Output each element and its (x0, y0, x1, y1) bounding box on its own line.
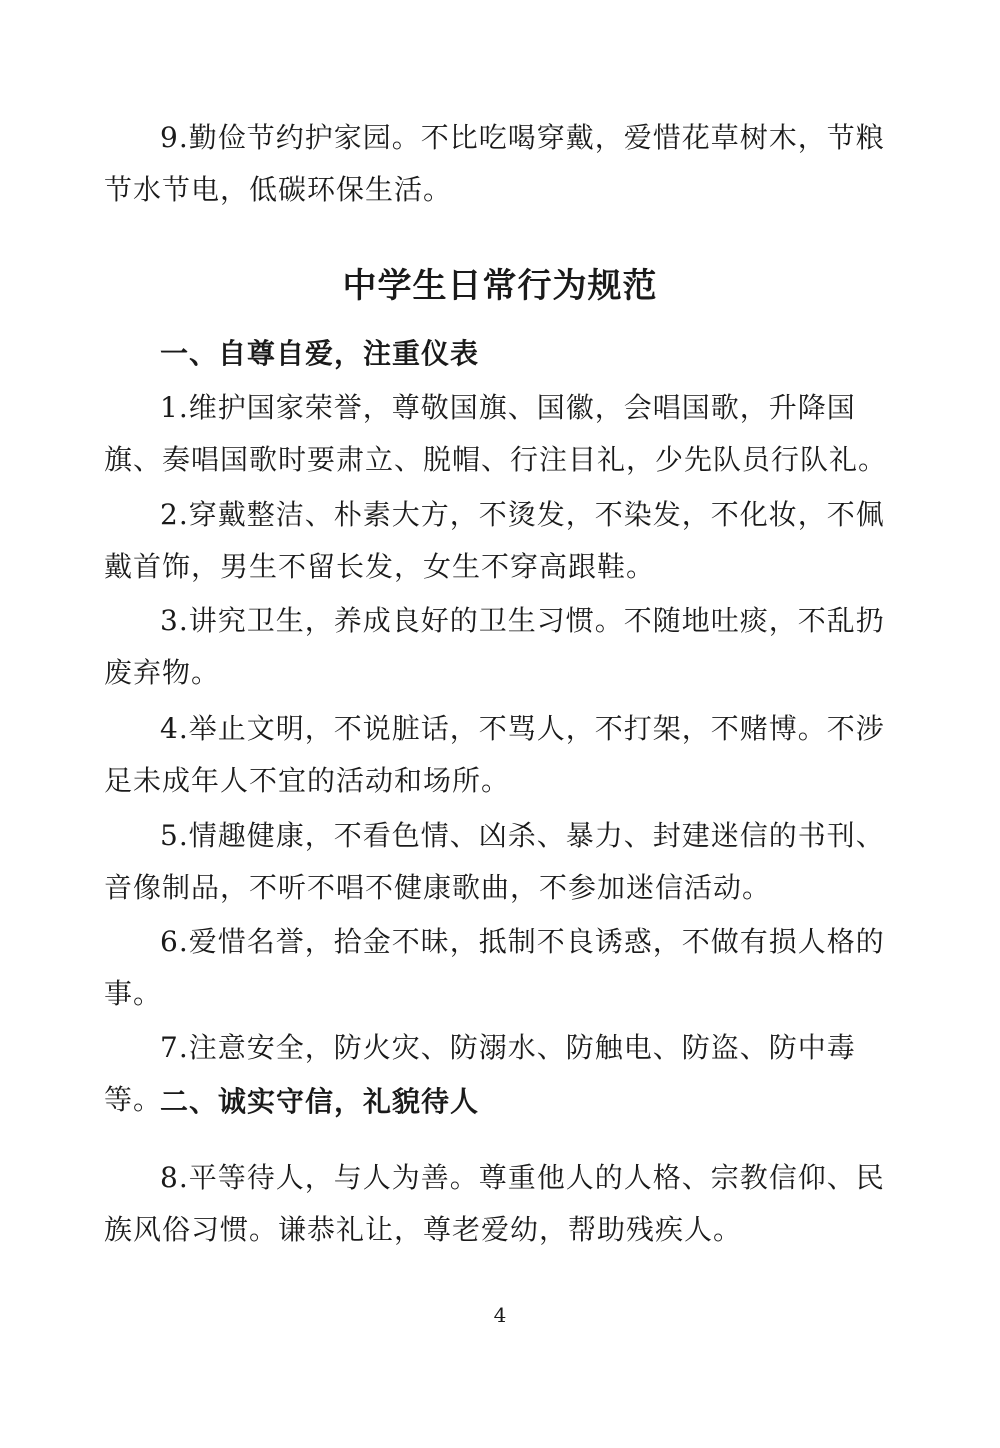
paragraph-item-6: 6.爱惜名誉，拾金不昧，抵制不良诱惑，不做有损人格的事。 (104, 925, 885, 1010)
page-number: 4 (493, 1303, 507, 1327)
section-heading-2: 二、诚实守信，礼貌待人 (160, 1085, 480, 1118)
paragraph-item-3: 3.讲究卫生，养成良好的卫生习惯。不随地吐痰，不乱扔废弃物。 (104, 604, 885, 689)
paragraph-item-8: 8.平等待人，与人为善。尊重他人的人格、宗教信仰、民族风俗习惯。谦恭礼让，尊老爱幼，帮助残疾人。 (104, 1161, 885, 1246)
section-heading-1: 一、自尊自爱，注重仪表 (160, 337, 480, 370)
paragraph-item-9: 9.勤俭节约护家园。不比吃喝穿戴，爱惜花草树木，节粮节水节电，低碳环保生活。 (104, 121, 885, 206)
paragraph-item-4: 4.举止文明，不说脏话，不骂人，不打架，不赌博。不涉足未成年人不宜的活动和场所。 (104, 712, 885, 797)
paragraph-item-5: 5.情趣健康，不看色情、凶杀、暴力、封建迷信的书刊、音像制品，不听不唱不健康歌曲，不参加迷信活动。 (104, 819, 885, 904)
paragraph-item-2: 2.穿戴整洁、朴素大方，不烫发，不染发，不化妆，不佩戴首饰，男生不留长发，女生不穿高跟鞋。 (104, 498, 885, 583)
paragraph-item-1: 1.维护国家荣誉，尊敬国旗、国徽，会唱国歌，升降国旗、奏唱国歌时要肃立、脱帽、行注目礼，少先队员行队礼。 (104, 391, 888, 476)
paragraph-item-7: 7.注意安全，防火灾、防溺水、防触电、防盗、防中毒等。 (104, 1031, 856, 1116)
page-title: 中学生日常行为规范 (342, 266, 658, 306)
